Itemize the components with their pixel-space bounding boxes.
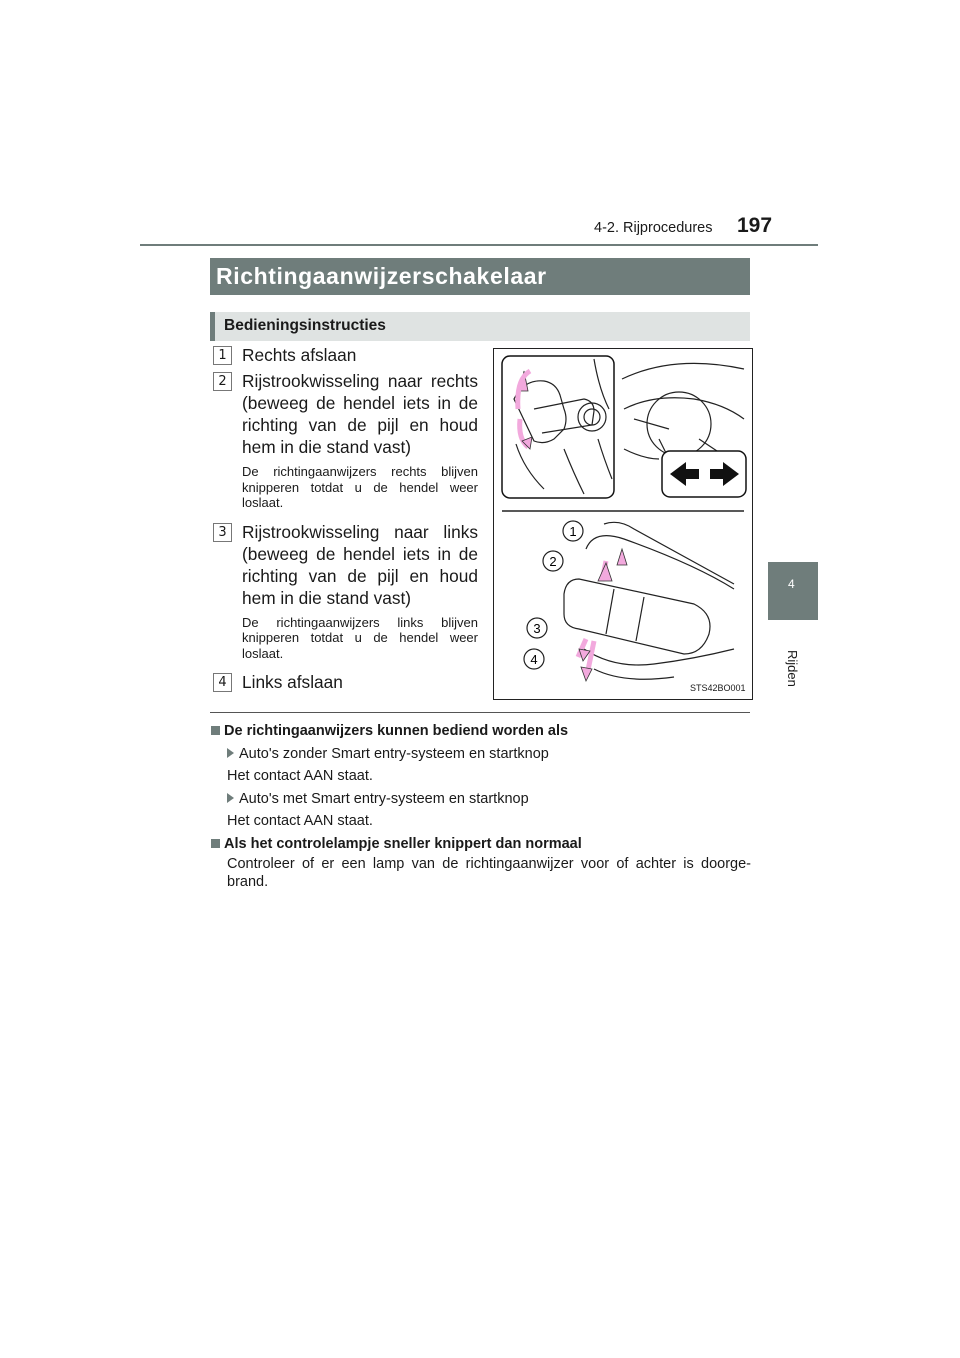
step-note: De richtingaanwijzers rechts blijven knipperen totdat u de hendel weer loslaat.	[242, 464, 478, 510]
note-heading: Als het controlelampje sneller knippert dan normaal	[211, 833, 751, 856]
note-text: Het contact AAN staat.	[227, 768, 373, 784]
step-item	[213, 671, 478, 693]
page-title: Richtingaanwijzerschakelaar	[216, 263, 547, 289]
note-bullet: Auto's met Smart entry-systeem en startknop	[211, 788, 751, 811]
svg-text:4: 4	[530, 652, 538, 667]
note-paragraph: Controleer of er een lamp van de richtingaanwijzer voor of achter is doorge-brand.	[227, 856, 751, 890]
triangle-bullet-icon	[227, 793, 234, 803]
section-subtitle: Bedieningsinstructies	[224, 317, 386, 334]
chapter-tab-label: Rijden	[785, 650, 800, 687]
figure-code: STS42BO001	[690, 683, 746, 693]
chapter-tab-number: 4	[788, 577, 795, 591]
step-text: Links afslaan	[242, 672, 343, 692]
arrow-up-icon	[598, 563, 612, 581]
section-reference: 4-2. Rijprocedures	[594, 220, 713, 236]
svg-text:2: 2	[549, 554, 557, 569]
step-number: 3	[213, 523, 232, 542]
callout-2	[543, 551, 563, 571]
note-text: Het contact AAN staat.	[227, 813, 373, 829]
step-item	[213, 344, 478, 366]
callout-4	[524, 649, 544, 669]
triangle-bullet-icon	[227, 748, 234, 758]
step-item	[213, 521, 478, 609]
step-text: Rechts afslaan	[242, 345, 357, 365]
step-item	[213, 370, 478, 458]
chapter-tab	[768, 562, 818, 620]
page-number: 197	[737, 214, 773, 237]
step-text: Rijstrookwisseling naar rechts (beweeg de hendel iets in de richting van de pijl en houd hem in die stand vast)	[242, 371, 478, 457]
subtitle-accent	[210, 312, 215, 341]
note-bullet: Auto's zonder Smart entry-systeem en startknop	[211, 743, 751, 766]
lever-illustration	[493, 348, 753, 700]
step-number: 1	[213, 346, 232, 365]
note-heading: De richtingaanwijzers kunnen bediend worden als	[211, 720, 751, 743]
step-note: De richtingaanwijzers links blijven knipperen totdat u de hendel weer loslaat.	[242, 614, 478, 661]
notes-section	[211, 720, 751, 891]
callout-1	[563, 521, 583, 541]
step-number: 2	[213, 372, 232, 391]
arrow-down-icon	[581, 667, 592, 681]
callout-3	[527, 618, 547, 638]
section-divider	[210, 712, 750, 713]
arrow-up-icon	[617, 549, 627, 565]
svg-text:1: 1	[569, 524, 577, 539]
svg-text:3: 3	[533, 621, 541, 636]
step-number: 4	[213, 673, 232, 692]
step-text: Rijstrookwisseling naar links (beweeg de hendel iets in de richting van de pijl en houd hem in die stand vast)	[242, 521, 478, 608]
header-divider	[140, 244, 818, 246]
instruction-steps	[213, 344, 478, 697]
